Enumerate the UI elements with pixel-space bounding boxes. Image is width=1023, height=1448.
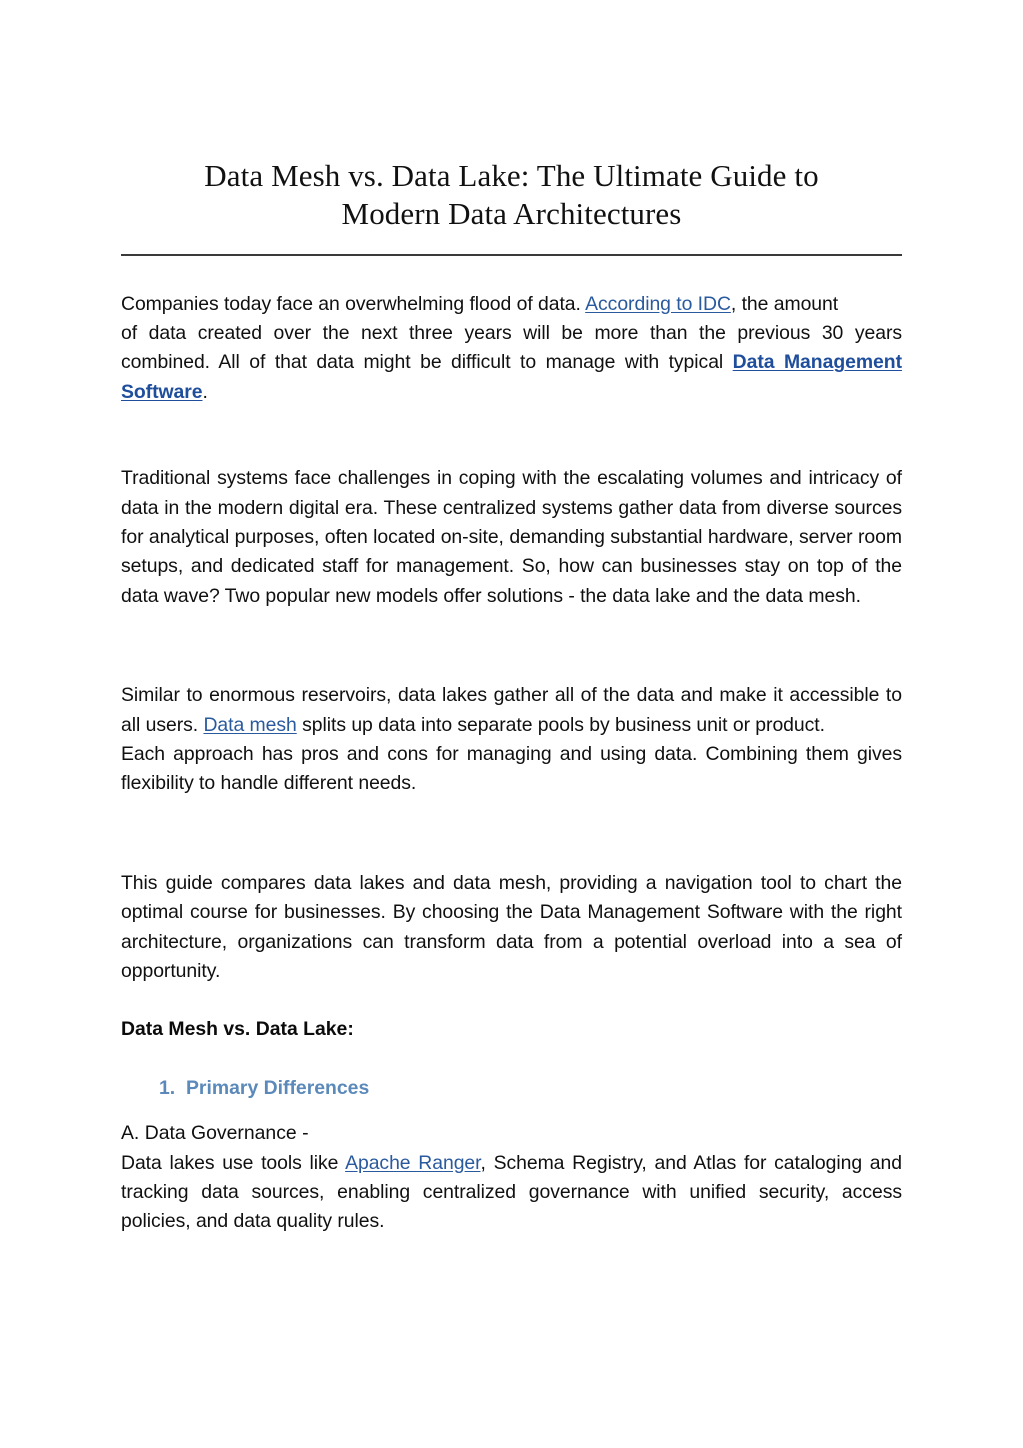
spacer-1 xyxy=(121,407,902,464)
paragraph-traditional-systems: Traditional systems face challenges in coping with the escalating volumes and intricacy of data in the modern digital era. These centralized systems gather data from diverse sources for analytical purposes, often located on-site, demanding substantial hardware, server room setups, and dedicated staff for management. So, how can businesses stay on top of the data wave? Two popular new models offer solutions - the data lake and the data mesh. xyxy=(121,467,902,607)
paragraph-each-approach: Each approach has pros and cons for managing and using data. Combining them gives flexibility to handle different needs. xyxy=(121,743,902,795)
list-item-primary-differences xyxy=(121,1074,902,1103)
spacer-6 xyxy=(121,1103,902,1119)
paragraph-reservoirs xyxy=(121,681,902,740)
section-heading-data-mesh-vs-data-lake: Data Mesh vs. Data Lake: xyxy=(121,1018,354,1041)
intro-text-segment-3: of data created over the next three years will be more than the previous 30 years combined. All of that data might be difficult to manage with typical xyxy=(121,321,902,374)
reservoirs-text-segment-1: Similar to enormous reservoirs, data lakes gather all of the data and make it accessible to all users. xyxy=(121,684,902,736)
link-according-to-idc[interactable]: According to IDC xyxy=(585,292,731,315)
spacer-after-title xyxy=(121,256,902,290)
spacer-2 xyxy=(121,611,902,681)
intro-text-segment-2: , the amount xyxy=(730,292,839,315)
list-item-number: 1. xyxy=(159,1076,176,1099)
spacer-5 xyxy=(121,1045,902,1074)
page-title xyxy=(121,21,902,233)
link-data-mesh[interactable]: Data mesh xyxy=(203,713,297,736)
page-title-line-1: Data Mesh vs. Data Lake: The Ultimate Guide to xyxy=(204,157,819,193)
page-title-line-2: Modern Data Architectures xyxy=(341,195,682,231)
intro-text-segment-1: Companies today face an overwhelming flood of data. xyxy=(121,292,586,315)
paragraph-intro-continued xyxy=(121,319,902,407)
link-data-management-software[interactable]: Data Management Software xyxy=(121,351,902,403)
spacer-4 xyxy=(121,986,902,1015)
paragraph-guide: This guide compares data lakes and data mesh, providing a navigation tool to chart the optimal course for businesses. By choosing the Data Management Software with the right architecture, organizations can transform data from a potential overload into a sea of opportunity. xyxy=(121,871,902,983)
document-content xyxy=(121,0,902,1237)
governance-text-segment-1: Data lakes use tools like xyxy=(121,1151,346,1174)
subsection-heading-data-governance: A. Data Governance - xyxy=(121,1122,309,1145)
paragraph-intro xyxy=(121,290,902,319)
intro-text-segment-4: . xyxy=(202,380,208,403)
link-apache-ranger[interactable]: Apache Ranger xyxy=(345,1151,481,1174)
spacer-3 xyxy=(121,799,902,869)
governance-text-segment-2: , Schema Registry, and Atlas for cataloging and tracking data sources, enabling centralized governance with unified security, access policies, and data quality rules. xyxy=(121,1151,902,1233)
reservoirs-text-segment-2: splits up data into separate pools by business unit or product. xyxy=(296,713,825,736)
list-item-label: Primary Differences xyxy=(186,1076,370,1099)
paragraph-data-governance-body xyxy=(121,1149,902,1237)
